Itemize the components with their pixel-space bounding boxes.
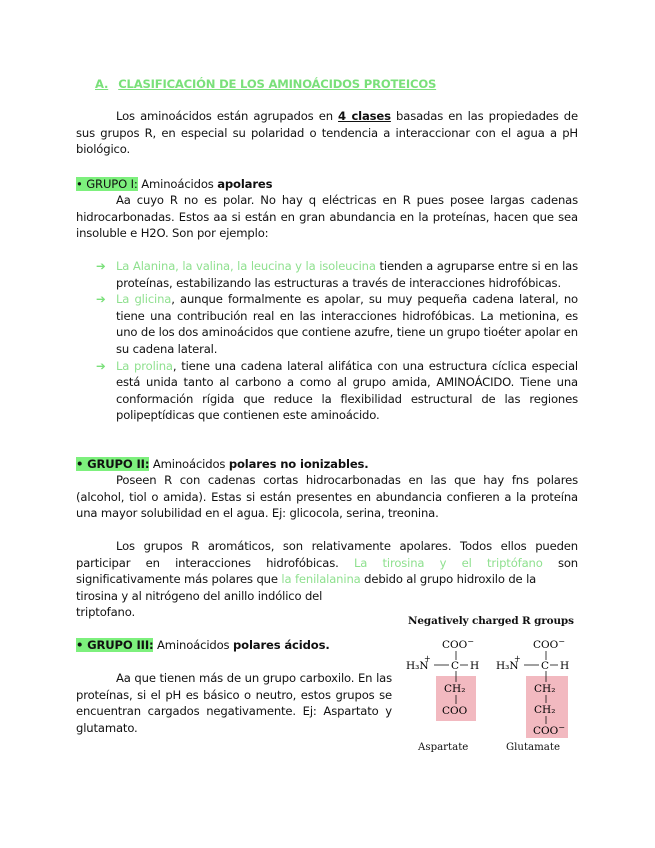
glutamate-amine: H₃N (496, 660, 519, 672)
group2-label: • GRUPO II: (76, 457, 150, 471)
aspartate-h: H (470, 660, 480, 672)
aromatic-text-3: debido al grupo hidroxilo de la (360, 572, 537, 587)
group3-description: Aa que tienen más de un grupo carboxilo. En las proteínas, si el pH es básico o neutro, estos grupos se encuentran cargados negativamente. Ej: Aspartato y glutamato. (76, 671, 392, 735)
group1-label: • GRUPO I: (76, 177, 138, 191)
group3-header (76, 637, 396, 654)
group1-header (76, 176, 578, 193)
group3-label: • GRUPO III: (76, 638, 154, 652)
glutamate-h: H (560, 660, 570, 672)
figure-title: Negatively charged R groups (408, 615, 574, 627)
list-item-text: tienden a agruparse entre si en las proteínas, estabilizando las estructuras a través de interacciones hidrofóbicas. (116, 259, 578, 290)
glutamate-coo-top: COO− (533, 637, 565, 651)
glutamate-ch2-1: CH₂ (534, 683, 556, 695)
section-heading (95, 77, 436, 91)
arrow-icon: ➔ (96, 259, 106, 273)
list-item-green: La glicina (116, 292, 172, 307)
aromatic-text-1: Los grupos R aromáticos, son relativamente apolares. Todos ellos pueden participar en interacciones hidrofóbicas. (76, 539, 578, 570)
aspartate-alpha-c: C (451, 660, 460, 672)
aromatic-line-4: tirosina y al nitrógeno del anillo indólico del (76, 589, 323, 603)
caption-aspartate: Aspartate (418, 742, 469, 753)
group1-list (76, 258, 578, 424)
glutamate-plus: + (514, 654, 521, 663)
aspartate-amine: H₃N (406, 660, 429, 672)
intro-bold: 4 clases (338, 109, 391, 123)
group3-bold: polares ácidos. (233, 638, 330, 652)
group1-text: Aminoácidos (137, 177, 218, 191)
group2-description: Poseen R con cadenas cortas hidrocarbonadas en las que hay fns polares (alcohol, tiol o amida). Estas si están presentes en abundancia confieren a la proteína una mayor solubilidad en el agua. Ej: glicocola, serina, treonina. (76, 473, 578, 521)
section-letter: A. (95, 77, 109, 91)
list-item (76, 358, 578, 424)
caption-glutamate: Glutamate (506, 742, 560, 753)
aromatic-green-2: la fenilalanina (281, 572, 361, 587)
aromatic-line-5: triptofano. (76, 605, 135, 619)
glutamate-coo-bottom: COO− (533, 723, 565, 737)
list-item-text: , aunque formalmente es apolar, su muy pequeña cadena lateral, no tiene una contribución real en las interacciones hidrofóbicas. La metionina, es uno de los dos aminoácidos que contiene azufre, tiene un grupo tioéter apolar en su cadena lateral. (116, 292, 578, 356)
intro-text-2: basadas en las propiedades de sus grupos R, en especial su polaridad o tendencia a interaccionar con el agua a pH biológico. (76, 109, 578, 157)
structure-diagram (400, 612, 580, 762)
glutamate-ch2-2: CH₂ (534, 704, 556, 716)
aromatic-text-2: son significativamente más polares que (76, 555, 578, 587)
list-item-green: La prolina (116, 358, 173, 373)
arrow-icon: ➔ (96, 292, 106, 307)
aspartate-coo-bottom: COO (442, 705, 468, 717)
list-item (76, 258, 578, 291)
aspartate-plus: + (424, 654, 431, 663)
group1-bold: apolares (217, 177, 273, 191)
aromatic-green-1: La tirosina y el triptófano (353, 555, 543, 570)
list-item-green: La Alanina, la valina, la leucina y la isoleucina (116, 259, 376, 273)
list-item (76, 291, 578, 357)
group2-bold: polares no ionizables. (228, 457, 369, 471)
section-title: CLASIFICACIÓN DE LOS AMINOÁCIDOS PROTEICOS (118, 77, 437, 91)
aspartate-coo-top: COO− (442, 637, 474, 651)
arrow-icon: ➔ (96, 358, 106, 373)
intro-paragraph (76, 108, 578, 158)
aspartate-ch2: CH₂ (444, 683, 466, 695)
group2-text: Aminoácidos (149, 457, 229, 471)
group2-header (76, 456, 578, 473)
list-item-text: , tiene una cadena lateral alifática con una estructura cíclica especial está unida tanto al carbono a como al grupo amida, AMINOÁCIDO. Tiene una conformación rígida que reduce la flexibilidad estructural de las regiones polipeptídicas que contienen este aminoácido. (116, 358, 578, 423)
group1-description: Aa cuyo R no es polar. No hay q eléctricas en R pues posee largas cadenas hidrocarbonadas. Estos aa si están en gran abundancia en la proteínas, hacen que sea insoluble e H2O. Son por ejemplo: (76, 193, 578, 241)
intro-text-1: Los aminoácidos están agrupados en (116, 109, 339, 123)
group3-text: Aminoácidos (153, 638, 233, 652)
glutamate-alpha-c: C (541, 660, 550, 672)
aromatic-paragraph (76, 538, 578, 588)
acidic-amino-acids-figure (400, 612, 580, 762)
